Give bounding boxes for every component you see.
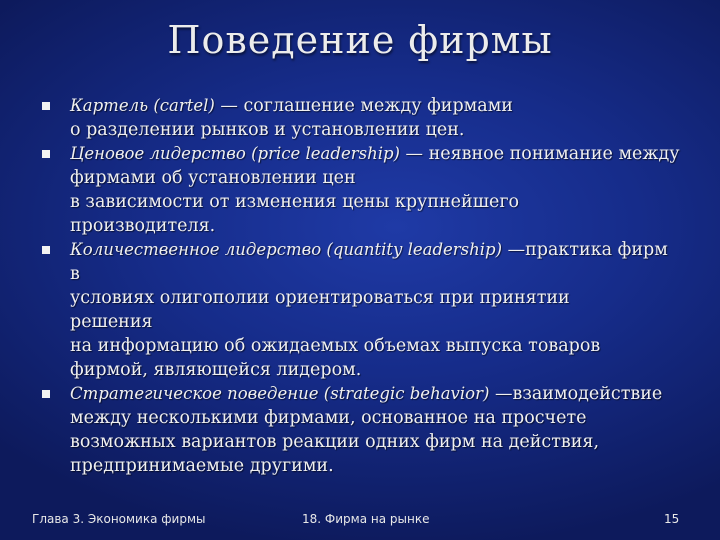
- footer-chapter: Глава 3. Экономика фирмы: [32, 512, 206, 526]
- bullet-item-cartel: [40, 94, 680, 142]
- bullet-line: на информацию об ожидаемых объемах выпуска товаров: [70, 336, 601, 356]
- bullet-term: Количественное лидерство (quantity leadership): [70, 240, 503, 259]
- bullet-list: [40, 94, 680, 478]
- bullet-line: —взаимодействие: [489, 384, 663, 404]
- bullet-line: условиях олигополии ориентироваться при принятии: [70, 288, 570, 308]
- footer-section: 18. Фирма на рынке: [302, 512, 430, 526]
- bullet-item-price-leadership: [40, 142, 680, 238]
- bullet-term: Стратегическое поведение (strategic behavior): [70, 384, 490, 403]
- bullet-line: решения: [70, 312, 153, 332]
- slide-title: Поведение фирмы: [167, 18, 553, 62]
- bullet-text: [70, 238, 680, 382]
- bullet-term: Картель (cartel): [70, 96, 215, 115]
- bullet-line: предпринимаемые другими.: [70, 456, 334, 476]
- bullet-term: Ценовое лидерство (price leadership): [70, 144, 400, 163]
- bullet-item-quantity-leadership: [40, 238, 680, 382]
- bullet-line: — неявное понимание между: [399, 144, 680, 164]
- bullet-line: возможных вариантов реакции одних фирм на действия,: [70, 432, 600, 452]
- bullet-line: о разделении рынков и установлении цен.: [70, 120, 465, 140]
- bullet-item-strategic-behavior: [40, 382, 680, 478]
- bullet-line: производителя.: [70, 216, 216, 236]
- bullet-text: [70, 94, 680, 142]
- bullet-line: —практика фирм в: [70, 240, 668, 284]
- bullet-line: фирмой, являющейся лидером.: [70, 360, 362, 380]
- bullet-text: [70, 142, 680, 238]
- bullet-line: фирмами об установлении цен: [70, 168, 356, 188]
- square-bullet-icon: [42, 390, 50, 398]
- square-bullet-icon: [42, 246, 50, 254]
- bullet-text: [70, 382, 680, 478]
- bullet-line: — соглашение между фирмами: [214, 96, 513, 116]
- page-number: 15: [664, 512, 680, 526]
- square-bullet-icon: [42, 102, 50, 110]
- square-bullet-icon: [42, 150, 50, 158]
- bullet-line: между несколькими фирмами, основанное на просчете: [70, 408, 587, 428]
- bullet-line: в зависимости от изменения цены крупнейшего: [70, 192, 520, 212]
